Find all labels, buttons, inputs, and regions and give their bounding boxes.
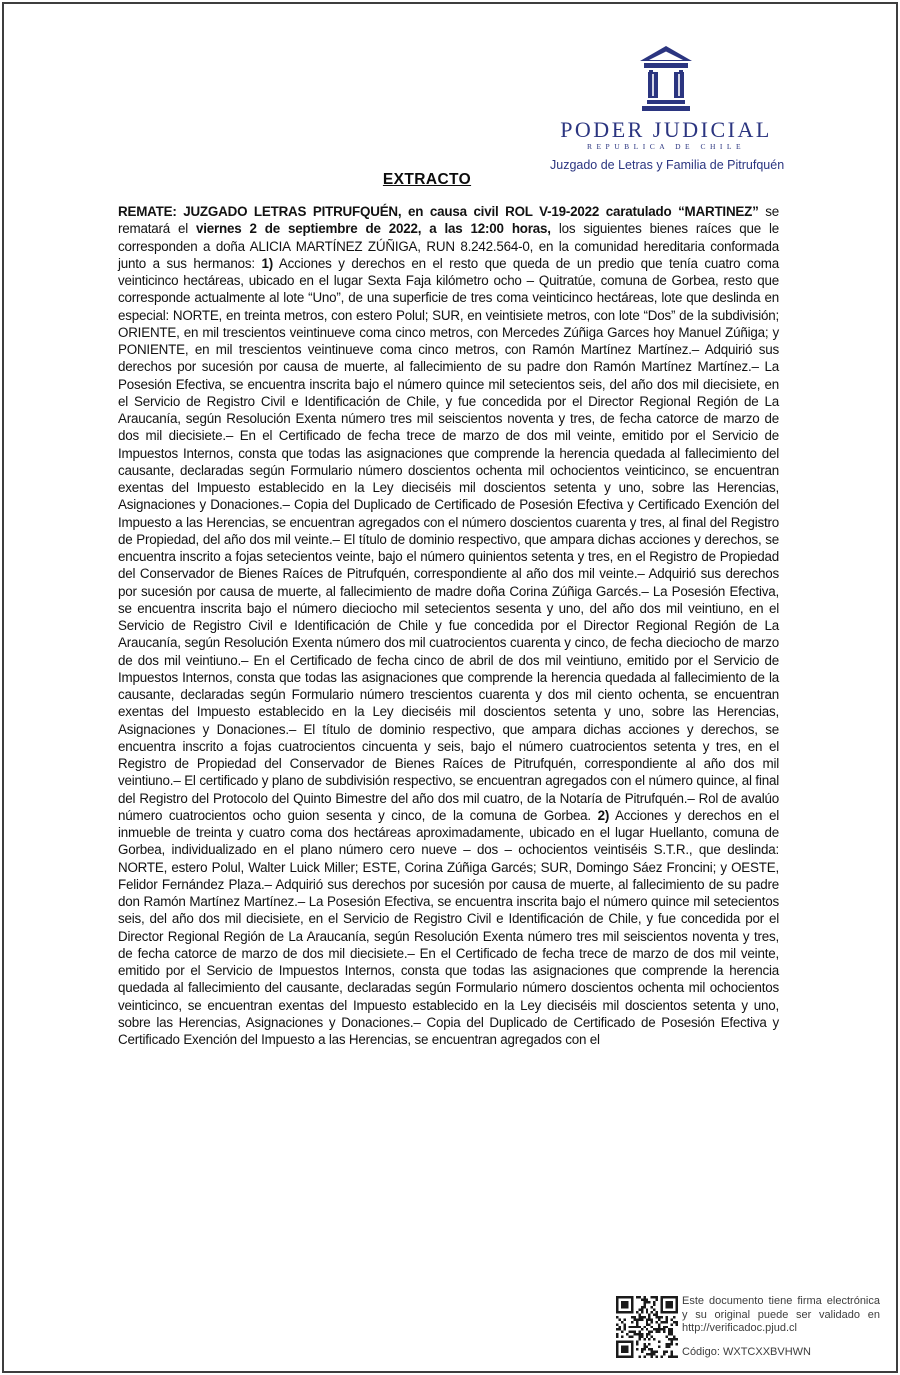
code-value: WXTCXXBVHWN (722, 1345, 811, 1358)
temple-columns-icon (640, 46, 692, 116)
document-body: REMATE: JUZGADO LETRAS PITRUFQUÉN, en causa civil ROL V-19-2022 caratulado “MARTINEZ” se rematará el viernes 2 de septiembre de 2022, a las 12:00 horas, los siguientes bienes raíces que le corresponden a doña ALICIA MARTÍNEZ ZÚÑIGA, RUN 8.242.564-0, en la comunidad hereditaria conformada junto a sus hermanos: 1) Acciones y derechos en el resto que queda de un predio que tenía cuatro coma veinticinco hectáreas, ubicado en el lugar Sexta Faja kilómetro ocho – Quitratúe, comuna de Gorbea, resto que corresponde actualmente al lote “Uno”, de una superficie de tres coma veinticinco hectáreas, lote que deslinda en especial: NORTE, en treinta metros, con estero Polul; SUR, en veintisiete metros, con lote “Dos” de la subdivisión; ORIENTE, en mil trescientos veintinueve coma cinco metros, con Mercedes Zúñiga Garces hoy Manuel Zúñiga; y PONIENTE, en mil trescientos veintinueve coma cinco metros, con Ramón Martínez Martínez.– Adquirió sus derechos por sucesión por causa de muerte, al fallecimiento de su padre don Ramón Martínez Martínez.– La Posesión Efectiva, se encuentra inscrita bajo el número quince mil setecientos seis, del año dos mil diecisiete, en el Servicio de Registro Civil e Identificación de Chile, y fue concedida por el Director Regional Región de La Araucanía, según Resolución Exenta número tres mil seiscientos noventa y tres, de fecha catorce de marzo de dos mil diecisiete.– En el Certificado de fecha trece de marzo de dos mil veinte, emitido por el Servicio de Impuestos Internos, consta que todas las asignaciones que comprende la herencia quedada al fallecimiento del causante, declaradas según Formulario número doscientos ochenta mil ochocientos veinticinco, se encuentran exentas del Impuesto establecido en la Ley dieciséis mil doscientos setenta y uno, sobre las Herencias, Asignaciones y Donaciones.– Copia del Duplicado de Certificado de Posesión Efectiva y Certificado Exención del Impuesto a las Herencias, se encuentran agregados con el número doscientos cuarenta y tres, al final del Registro de Propiedad, del año dos mil veinte.– El título de dominio respectivo, que ampara dichas acciones y derechos, se encuentra inscrito a fojas setecientos veinte, bajo el número quinientos setenta y tres, en el Registro de Propiedad del Conservador de Bienes Raíces de Pitrufquén, correspondiente al año dos mil veinte.– Adquirió sus derechos por sucesión por causa de muerte, al fallecimiento de madre doña Corina Zúñiga Garcés.– La Posesión Efectiva, se encuentra inscrita bajo el número dieciocho mil setecientos sesenta y uno, del año dos mil veintiuno, en el Servicio de Registro Civil e Identificación de Chile y fue concedida por el Director Regional Región de La Araucanía, según Resolución Exenta número dos mil cuatrocientos cuarenta y cinco, de fecha dieciocho de marzo de dos mil veintiuno.– En el Certificado de fecha cinco de abril de dos mil veintiuno, emitido por el Servicio de Impuestos Internos, consta que todas las asignaciones que comprende la herencia quedada al fallecimiento de la causante, declaradas según Formulario número trescientos cuarenta y dos mil ciento ochenta, se encuentran exentas del Impuesto establecido en la Ley dieciséis mil doscientos setenta y uno, sobre las Herencias, Asignaciones y Donaciones.– El título de dominio respectivo, que ampara dichas acciones y derechos, se encuentra inscrito a fojas cuatrocientos cincuenta y seis, bajo el número cuatrocientos setenta y tres, en el Registro de Propiedad del Conservador de Bienes Raíces de Pitrufquén, correspondiente al año dos mil veintiuno.– El certificado y plano de subdivisión respectivo, se encuentran agregados con el número quince, al final del Registro del Protocolo del Quinto Bimestre del año dos mil cuatro, de la Notaría de Pitrufquén.– Rol de avalúo número cuatrocientos ocho guion sesenta y cinco, de la comuna de Gorbea. 2) Acciones y derechos en el inmueble de treinta y cuatro coma dos hectáreas aproximadamente, ubicado en el lugar Huellanto, comuna de Gorbea, individualizado en el plano número cero nueve – dos – ochocientos veintiséis S.T.R., que deslinda: NORTE, estero Polul, Walter Luick Miller; ESTE, Corina Zúñiga Garcés; SUR, Domingo Sáez Froncini; y OESTE, Felidor Fernández Plaza.– Adquirió sus derechos por sucesión por causa de muerte, al fallecimiento de su padre don Ramón Martínez Martínez.– La Posesión Efectiva, se encuentra inscrita bajo el número quince mil setecientos seis, del año dos mil diecisiete, en el Servicio de Registro Civil e Identificación de Chile, y fue concedida por el Director Regional Región de La Araucanía, según Resolución Exenta número tres mil seiscientos noventa y tres, de fecha catorce de marzo de dos mil diecisiete.– En el Certificado de fecha trece de marzo de dos mil veinte, emitido por el Servicio de Impuestos Internos, consta que todas las asignaciones que comprende la herencia quedada al fallecimiento del causante, declaradas según Formulario número doscientos ochenta mil ochocientos veinticinco, se encuentran exentas del Impuesto establecido en la Ley dieciséis mil doscientos setenta y uno, sobre las Herencias, Asignaciones y Donaciones.– Copia del Duplicado de Certificado de Posesión Efectiva y Certificado Exención del Impuesto a las Herencias, se encuentran agregados con el (118, 204, 779, 1047)
code-label: Código: (682, 1345, 720, 1358)
logo-subtitle: REPUBLICA DE CHILE (586, 142, 746, 151)
poder-judicial-logo (550, 46, 785, 172)
court-name: Juzgado de Letras y Familia de Pitrufquén (550, 158, 785, 172)
logo-title: PODER JUDICIAL (560, 117, 772, 142)
document-title: EXTRACTO (382, 171, 472, 188)
signature-notice: Este documento tiene firma electrónica y su original puede ser validado en http://verificadoc.pjud.cl (682, 1295, 880, 1334)
code-line (682, 1346, 880, 1360)
signature-footer (682, 1295, 880, 1359)
qr-code (616, 1296, 678, 1358)
